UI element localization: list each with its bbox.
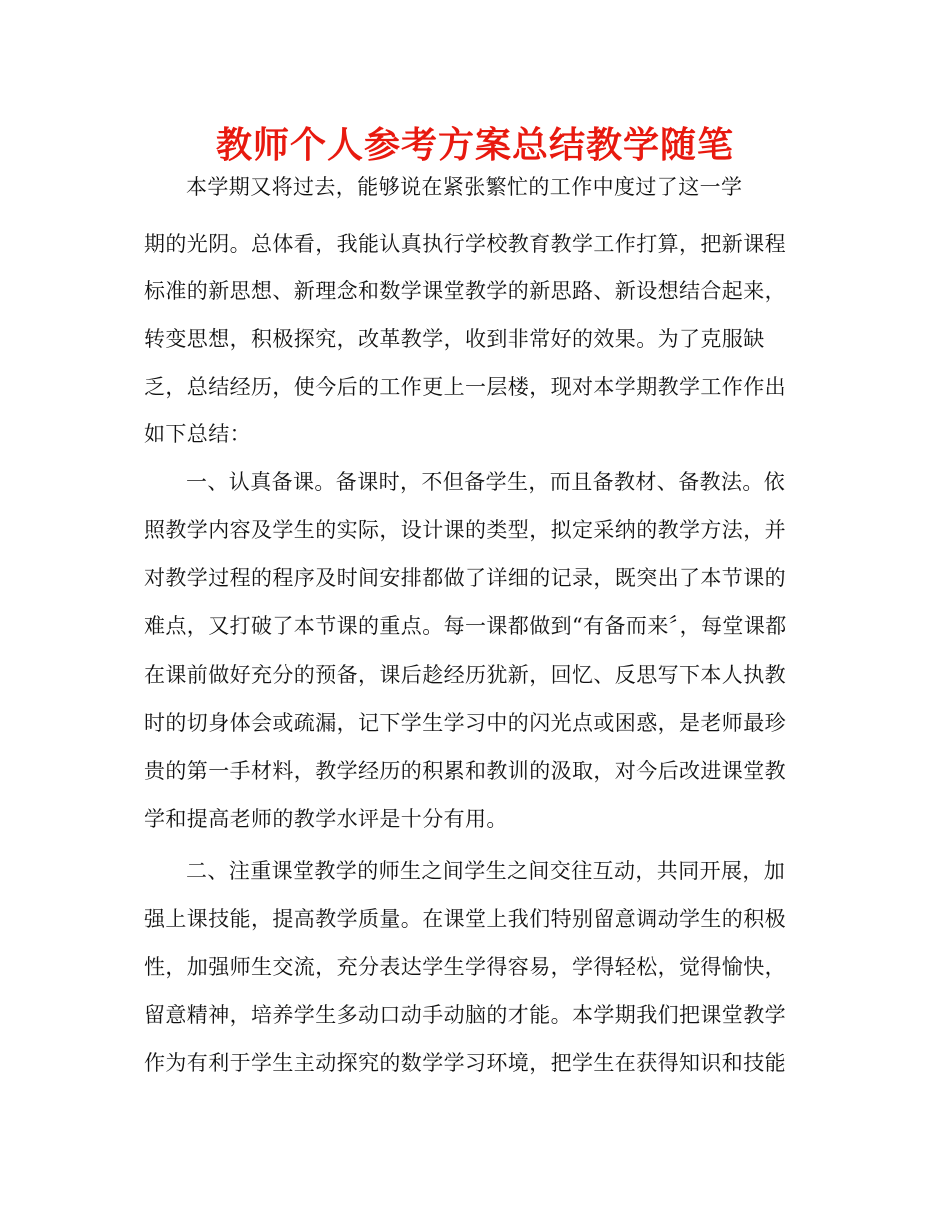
paragraph-2-line-5: 在课前做好充分的预备，课后趁经历犹新，回忆、反思写下本人执教 xyxy=(144,663,786,687)
document-title: 教师个人参考方案总结教学随笔 xyxy=(215,124,734,166)
paragraph-2-line-4: 难点，又打破了本节课的重点。每一课都做到“有备而来〞，每堂课都 xyxy=(144,614,787,638)
paragraph-3-line-1: 二、注重课堂教学的师生之间学生之间交往互动，共同开展，加 xyxy=(186,859,786,883)
paragraph-1-line-2: 期的光阴。总体看，我能认真执行学校教育教学工作打算，把新课程 xyxy=(144,232,786,256)
paragraph-3-line-5: 作为有利于学生主动探究的数学学习环境，把学生在获得知识和技能 xyxy=(144,1051,786,1075)
paragraph-3-line-3: 性，加强师生交流，充分表达学生学得容易，学得轻松，觉得愉快， xyxy=(144,955,786,979)
paragraph-1-line-4: 转变思想，积极探究，改革教学，收到非常好的效果。为了克服缺 xyxy=(144,327,765,351)
paragraph-2-line-8: 学和提高老师的教学水评是十分有用。 xyxy=(144,807,508,831)
paragraph-1-line-5: 乏，总结经历，使今后的工作更上一层楼，现对本学期教学工作作出 xyxy=(144,375,786,399)
paragraph-3-line-2: 强上课技能，提高教学质量。在课堂上我们特别留意调动学生的积极 xyxy=(144,907,786,931)
paragraph-2-line-7: 贵的第一手材料，教学经历的积累和教训的汲取，对今后改进课堂教 xyxy=(144,759,786,783)
paragraph-2-line-1: 一、认真备课。备课时，不但备学生，而且备教材、备教法。依 xyxy=(186,470,786,494)
paragraph-2-line-6: 时的切身体会或疏漏，记下学生学习中的闪光点或困惑，是老师最珍 xyxy=(144,711,786,735)
paragraph-1-line-6: 如下总结： xyxy=(144,422,251,446)
paragraph-1-line-3: 标准的新思想、新理念和数学课堂教学的新思路、新设想结合起来， xyxy=(144,279,786,303)
paragraph-1-line-1: 本学期又将过去，能够说在紧张繁忙的工作中度过了这一学 xyxy=(186,175,743,199)
paragraph-3-line-4: 留意精神，培养学生多动口动手动脑的才能。本学期我们把课堂教学 xyxy=(144,1003,786,1027)
paragraph-2-line-2: 照教学内容及学生的实际，设计课的类型，拟定采纳的教学方法，并 xyxy=(144,518,786,542)
paragraph-2-line-3: 对教学过程的程序及时间安排都做了详细的记录，既突出了本节课的 xyxy=(144,566,786,590)
